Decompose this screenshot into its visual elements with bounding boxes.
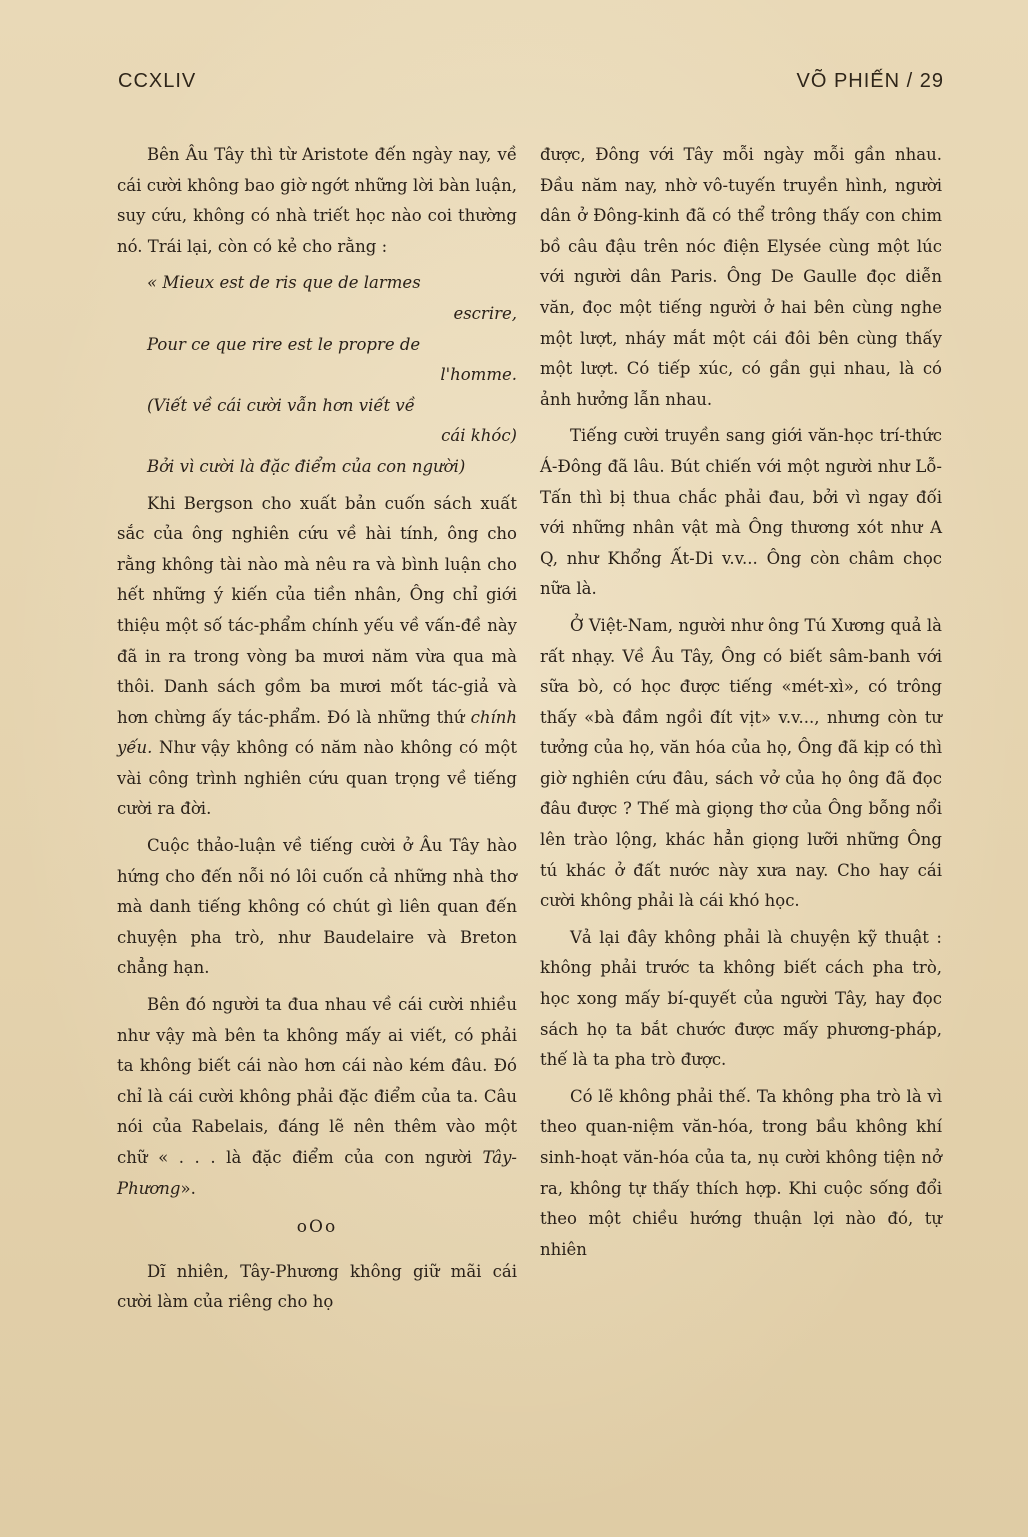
left-column	[117, 140, 517, 1324]
paragraph	[117, 489, 517, 826]
french-quote	[117, 268, 517, 482]
author-page-number: VÕ PHIẾN / 29	[796, 70, 944, 92]
quote-line: Bởi vì cười là đặc điểm của con người)	[147, 456, 466, 476]
paragraph: Vả lại đây không phải là chuyện kỹ thuật : không phải trước ta không biết cách pha trò, học xong mấy bí-quyết của người Tây, hay đọc sách họ ta bắt chước được mấy phương-pháp, thế là ta pha trò được.	[540, 927, 942, 1070]
text-run: Bên đó người ta đua nhau về cái cười nhiều như vậy mà bên ta không mấy ai viết, có phải ta không biết cái nào hơn cái nào kém đâu. Đó chỉ là cái cười không phải đặc điểm của ta. Câu nói của Rabelais, đáng lẽ nên thêm vào một chữ « . . . là đặc điểm của con người	[117, 995, 517, 1167]
quote-line: « Mieux est de ris que de larmes	[147, 273, 421, 293]
emphasis: chính yếu.	[117, 707, 517, 758]
paragraph: Tiếng cười truyền sang giới văn-học trí-thức Á-Đông đã lâu. Bút chiến với một người như Lỗ-Tấn thì bị thua chắc phải đau, bởi vì ngay đối với những nhân vật mà Ông thương xót như A Q, như Khổng Ất-Di v.v... Ông còn châm chọc nữa là.	[540, 426, 942, 599]
text-run: ».	[180, 1178, 196, 1198]
text-run: Khi Bergson cho xuất bản cuốn sách xuất sắc của ông nghiên cứu về hài tính, ông cho rằng không tài nào mà nêu ra và bình luận cho hết những ý kiến của tiền nhân, Ông chỉ giới thiệu một số tác-phẩm chính yếu về vấn-đề này đã in ra trong vòng ba mươi năm vừa qua mà thôi. Danh sách gồm ba mươi mốt tác-giả và hơn chừng ấy tác-phẩm. Đó là những thứ	[117, 493, 517, 727]
quote-line: l'homme.	[440, 365, 517, 385]
section-separator: oOo	[296, 1217, 338, 1238]
page-roman-numeral: CCXLIV	[118, 70, 197, 92]
quote-line: cái khóc)	[441, 426, 517, 446]
quote-line: Pour ce que rire est le propre de	[147, 334, 421, 354]
emphasis: Tây-Phương	[117, 1148, 517, 1198]
paragraph: Dĩ nhiên, Tây-Phương không giữ mãi cái cười làm của riêng cho họ	[117, 1261, 517, 1312]
paragraph	[117, 990, 517, 1204]
text-run: Như vậy không có năm nào không có một vài công trình nghiên cứu quan trọng về tiếng cười ra đời.	[117, 738, 517, 819]
paragraph: Ở Việt-Nam, người như ông Tú Xương quả là rất nhạy. Về Âu Tây, Ông có biết sâm-banh với sữa bò, có học được tiếng «mét-xì», có trông thấy «bà đầm ngồi đít vịt» v.v..., nhưng còn tư tưởng của họ, văn hóa của họ, Ông đã kịp có thì giờ nghiên cứu đâu, sách vở của họ ông đã đọc đâu được ? Thế mà giọng thơ của Ông bỗng nổi lên trào lộng, khác hẳn giọng lưỡi những Ông tú khác ở đất nước này xưa nay. Cho hay cái cười không phải là cái khó học.	[540, 615, 942, 911]
paragraph: Có lẽ không phải thế. Ta không pha trò là vì theo quan-niệm văn-hóa, trong bầu không khí sinh-hoạt văn-hóa của ta, nụ cười không tiện nở ra, không tự thấy thích hợp. Khi cuộc sống đổi theo một chiều hướng thuận lợi nào đó, tự nhiên	[540, 1086, 942, 1259]
running-header	[118, 70, 944, 104]
paragraph: được, Đông với Tây mỗi ngày mỗi gần nhau. Đầu năm nay, nhờ vô-tuyến truyền hình, người dân ở Đông-kinh đã có thể trông thấy con chim bồ câu đậu trên nóc điện Elysée cùng một lúc với người dân Paris. Ông De Gaulle đọc diễn văn, đọc một tiếng người ở hai bên cùng nghe một lượt, nháy mắt một cái đôi bên cùng thấy một lượt. Có tiếp xúc, có gần gụi nhau, là có ảnh hưởng lẫn nhau.	[540, 145, 942, 409]
right-column	[540, 140, 942, 1271]
quote-line: (Viết về cái cười vẫn hơn viết về	[147, 395, 415, 415]
paragraph: Cuộc thảo-luận về tiếng cười ở Âu Tây hào hứng cho đến nỗi nó lôi cuốn cả những nhà thơ mà danh tiếng không có chút gì liên quan đến chuyện pha trò, như Baudelaire và Breton chẳng hạn.	[117, 836, 517, 978]
paragraph: Bên Âu Tây thì từ Aristote đến ngày nay, về cái cười không bao giờ ngớt những lời bàn luận, suy cứu, không có nhà triết học nào coi thường nó. Trái lại, còn có kẻ cho rằng :	[117, 145, 517, 256]
quote-line: escrire,	[453, 303, 517, 323]
